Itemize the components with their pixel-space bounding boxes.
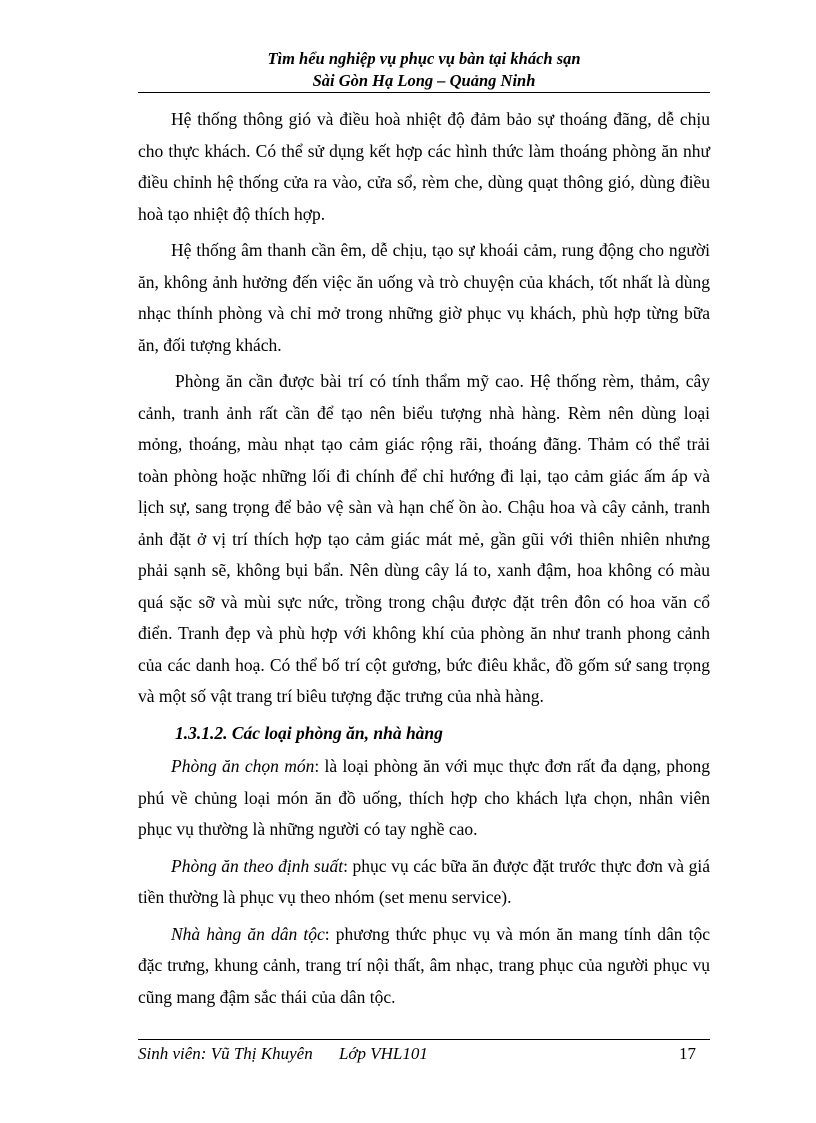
page-number: 17 [679,1044,696,1063]
paragraph-decoration: Phòng ăn cần được bài trí có tính thẩm mỹ cao. Hệ thống rèm, thảm, cây cảnh, tranh ảnh rất cần để tạo nên biểu tượng nhà hàng. Rèm nên dùng loại mỏng, thoáng, màu nhạt tạo cảm giác rộng rãi, thoáng đãng. Thảm có thể trải toàn phòng hoặc những lối đi chính để chỉ hướng đi lại, tạo cảm giác ấm áp và lịch sự, sang trọng để bảo vệ sàn và hạn chế ồn ào. Chậu hoa và cây cảnh, tranh ảnh đặt ở vị trí thích hợp tạo cảm giác mát mẻ, gần gũi với thiên nhiên nhưng phải sạnh sẽ, không bụi bẩn. Nên dùng cây lá to, xanh đậm, hoa không có màu quá sặc sỡ và mùi sực nức, trồng trong chậu được đặt trên đôn có hoa văn cổ điển. Tranh đẹp và phù hợp với không khí của phòng ăn như tranh phong cảnh của các danh hoạ. Có thể bố trí cột gương, bức điêu khắc, đồ gốm sứ sang trọng và một số vật trang trí biêu tượng đặc trưng của nhà hàng. [138,371,710,706]
definition-ethnic-restaurant: : phương thức phục vụ và món ăn mang tính dân tộc đặc trưng, khung cảnh, trang trí nội thất, âm nhạc, trang phục của người phục vụ cũng mang đậm sắc thái của dân tộc. [138,923,710,1007]
list-item-a-la-carte [138,751,710,846]
term-set-menu: Phòng ăn theo định suất [171,855,344,876]
document-body [138,104,710,1018]
list-item-set-menu [138,851,710,914]
definition-set-menu: : phục vụ các bữa ăn được đặt trước thực đơn và giá tiền thường là phục vụ theo nhóm (set menu service). [138,855,710,907]
term-a-la-carte: Phòng ăn chọn món [171,756,315,776]
page-header [138,48,710,92]
paragraph-sound-system: Hệ thống âm thanh cần êm, dễ chịu, tạo sự khoái cảm, rung động cho người ăn, không ảnh hưởng đến việc ăn uống và trò chuyện của khách, tốt nhất là dùng nhạc thính phòng và chỉ mở trong những giờ phục vụ khách, phù hợp từng bữa ăn, đối tượng khách. [138,240,710,355]
definition-a-la-carte: : là loại phòng ăn với mục thực đơn rất đa dạng, phong phú về chủng loại món ăn đồ uống, thích hợp cho khách lựa chọn, nhân viên phục vụ thường là những người có tay nghề cao. [138,756,710,839]
header-title-line-2: Sài Gòn Hạ Long – Quảng Ninh [312,71,536,90]
page-footer [138,1043,710,1065]
term-ethnic-restaurant: Nhà hàng ăn dân tộc [171,923,325,944]
footer-class: Lớp VHL101 [338,1044,428,1063]
header-title-line-1: Tìm hểu nghiệp vụ phục vụ bàn tại khách sạn [267,49,581,68]
paragraph-ventilation: Hệ thống thông gió và điều hoà nhiệt độ đảm bảo sự thoáng đãng, dễ chịu cho thực khách. Có thể sử dụng kết hợp các hình thức làm thoáng phòng ăn như điều chỉnh hệ thống cửa ra vào, cửa sổ, rèm che, dùng quạt thông gió, dùng điều hoà tạo nhiệt độ thích hợp. [138,109,710,224]
footer-student-name: Sinh viên: Vũ Thị Khuyên [138,1044,313,1063]
header-divider [138,92,710,93]
list-item-ethnic-restaurant [138,919,710,1014]
section-heading: 1.3.1.2. Các loại phòng ăn, nhà hàng [175,722,443,743]
footer-divider [138,1039,710,1040]
